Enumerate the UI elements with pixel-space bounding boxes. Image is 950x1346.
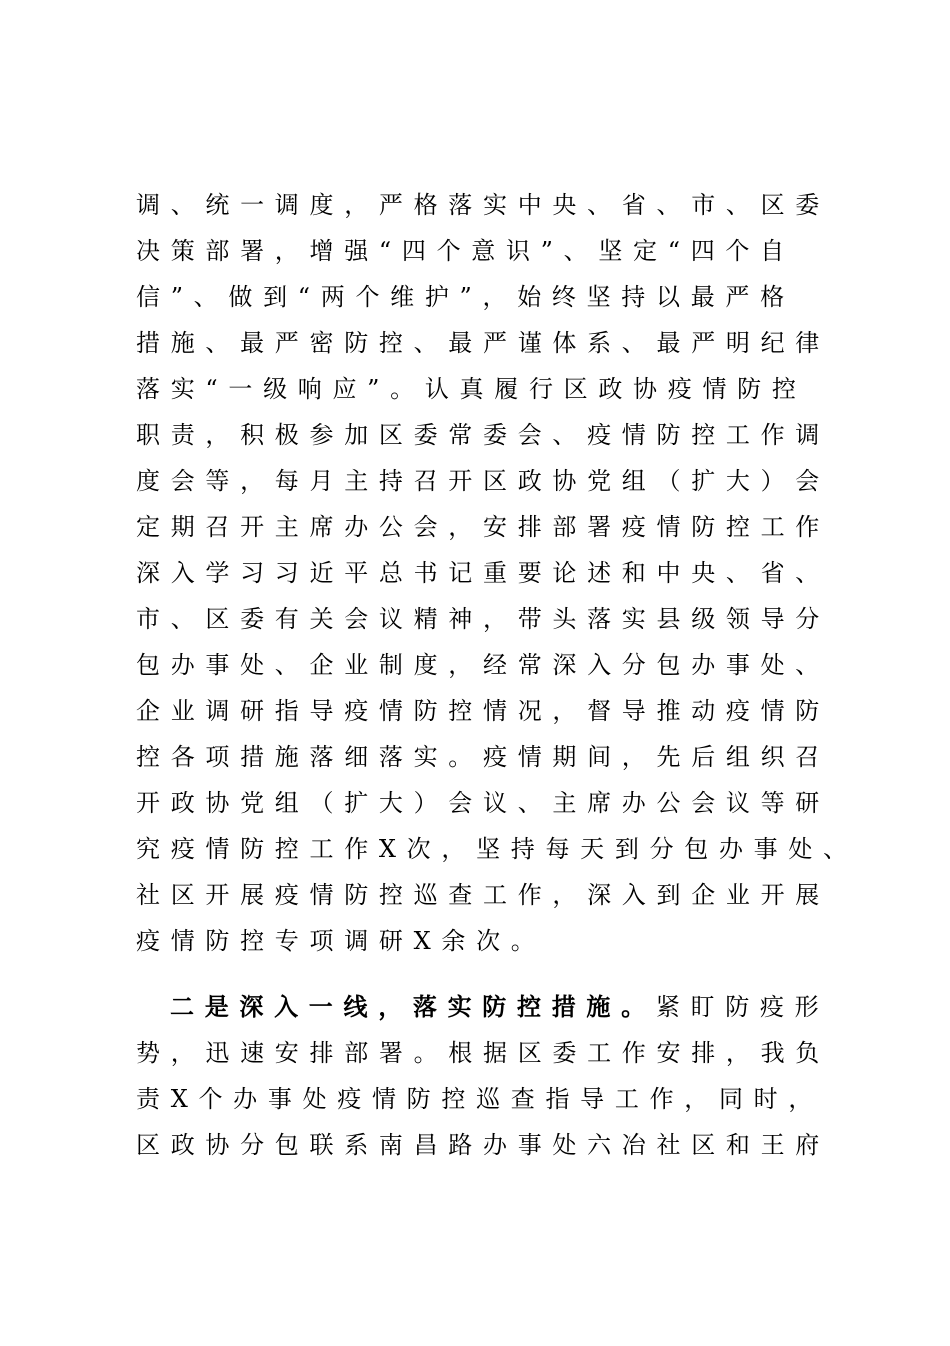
- text-line: 控各项措施落细落实。疫情期间，先后组织召: [136, 743, 830, 771]
- text-line: 社区开展疫情防控巡查工作，深入到企业开展: [136, 881, 830, 909]
- text-line: 责X个办事处疫情防控巡查指导工作，同时，: [136, 1085, 824, 1113]
- text-line: 势，迅速安排部署。根据区委工作安排，我负: [136, 1039, 830, 1067]
- text-line: 疫情防控专项调研X余次。: [136, 927, 546, 955]
- text-line: 职责，积极参加区委常委会、疫情防控工作调: [136, 421, 830, 449]
- text-line: 开政协党组（扩大）会议、主席办公会议等研: [136, 789, 830, 817]
- text-line: 落实“一级响应”。认真履行区政协疫情防控: [136, 375, 807, 403]
- text-line: 企业调研指导疫情防控情况，督导推动疫情防: [136, 697, 830, 725]
- text-line: 决策部署，增强“四个意识”、坚定“四个自: [136, 237, 795, 265]
- text-line: 市、区委有关会议精神，带头落实县级领导分: [136, 605, 830, 633]
- text-line: 包办事处、企业制度，经常深入分包办事处、: [136, 651, 830, 679]
- paragraph-heading: 二是深入一线，落实防控措施。: [170, 992, 656, 1021]
- text-line: 度会等，每月主持召开区政协党组（扩大）会: [136, 467, 830, 495]
- text-line: 究疫情防控工作X次，坚持每天到分包办事处、: [136, 835, 858, 863]
- paragraph-text: 紧盯防疫形: [655, 993, 830, 1021]
- text-line: 区政协分包联系南昌路办事处六冶社区和王府: [136, 1131, 830, 1159]
- text-line: 调、统一调度，严格落实中央、省、市、区委: [136, 191, 830, 219]
- text-line: 深入学习习近平总书记重要论述和中央、省、: [136, 559, 830, 587]
- text-line: [170, 990, 829, 1024]
- text-line: 信”、做到“两个维护”，始终坚持以最严格: [136, 283, 795, 311]
- text-line: 定期召开主席办公会，安排部署疫情防控工作: [136, 513, 830, 541]
- text-line: 措施、最严密防控、最严谨体系、最严明纪律: [136, 329, 830, 357]
